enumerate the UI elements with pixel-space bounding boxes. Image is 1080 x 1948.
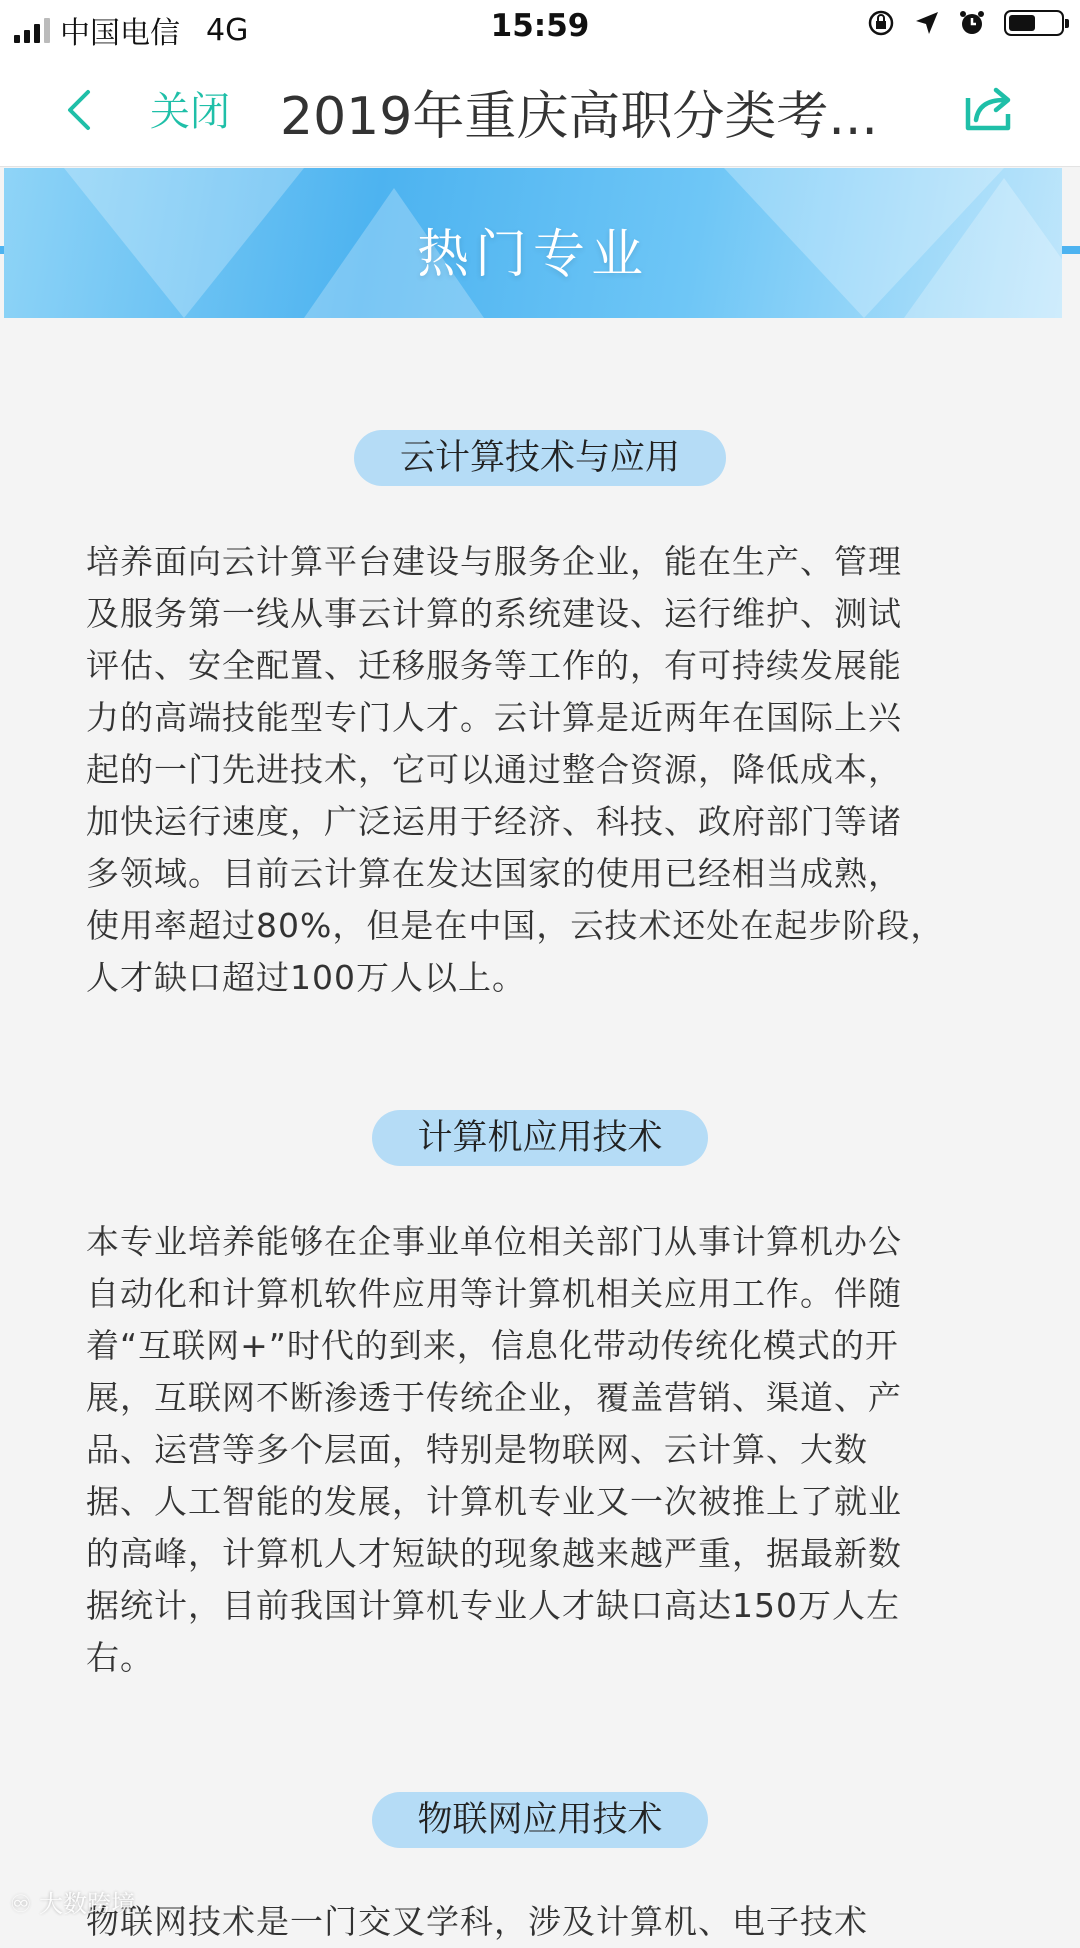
- banner-edge-left: [0, 246, 4, 254]
- watermark-logo-icon: ♾: [10, 1890, 40, 1918]
- description-line: 力的高端技能型专门人才。云计算是近两年在国际上兴: [86, 698, 902, 737]
- orientation-lock-icon: [866, 8, 896, 38]
- share-icon[interactable]: [960, 84, 1016, 136]
- description-line: 品、运营等多个层面，特别是物联网、云计算、大数: [86, 1430, 868, 1469]
- description-line: 人才缺口超过100万人以上。: [86, 958, 526, 997]
- location-arrow-icon: [914, 10, 940, 36]
- watermark-text: 大数跨境: [39, 1890, 136, 1918]
- status-bar: [0, 0, 1080, 54]
- description-line: 加快运行速度，广泛运用于经济、科技、政府部门等诸: [86, 802, 902, 841]
- description-line: 据、人工智能的发展，计算机专业又一次被推上了就业: [86, 1482, 902, 1521]
- major-description-computer-application: [86, 1216, 996, 1684]
- description-line: 着“互联网+”时代的到来，信息化带动传统化模式的开: [86, 1326, 899, 1365]
- description-line: 使用率超过80%，但是在中国，云技术还处在起步阶段，: [86, 906, 945, 945]
- description-line: 右。: [86, 1638, 154, 1677]
- network-label: 4G: [206, 12, 249, 48]
- description-line: 及服务第一线从事云计算的系统建设、运行维护、测试: [86, 594, 902, 633]
- major-description-cloud-computing: [86, 536, 996, 1004]
- carrier-label: 中国电信: [60, 16, 180, 51]
- description-line: 多领域。目前云计算在发达国家的使用已经相当成熟，: [86, 854, 902, 893]
- banner-edge-right: [1062, 246, 1080, 254]
- status-right: [866, 8, 1064, 38]
- banner-title: 热门专业: [416, 225, 649, 285]
- description-line: 物联网技术是一门交叉学科，涉及计算机、电子技术: [86, 1902, 868, 1941]
- major-title-cloud-computing: 云计算技术与应用: [354, 430, 726, 486]
- description-line: 自动化和计算机软件应用等计算机相关应用工作。伴随: [86, 1274, 902, 1313]
- description-line: 本专业培养能够在企事业单位相关部门从事计算机办公: [86, 1222, 902, 1261]
- major-description-iot-application: [86, 1896, 996, 1948]
- status-time: 15:59: [490, 8, 590, 44]
- section-banner: [4, 168, 1062, 318]
- description-line: 起的一门先进技术，它可以通过整合资源，降低成本，: [86, 750, 902, 789]
- battery-icon: [1004, 10, 1064, 36]
- major-title-computer-application: 计算机应用技术: [372, 1110, 708, 1166]
- description-line: 据统计，目前我国计算机专业人才缺口高达150万人左: [86, 1586, 900, 1625]
- close-button[interactable]: 关闭: [150, 89, 230, 135]
- description-line: 培养面向云计算平台建设与服务企业，能在生产、管理: [86, 542, 902, 581]
- description-line: 的高峰，计算机人才短缺的现象越来越严重，据最新数: [86, 1534, 902, 1573]
- watermark: [10, 1884, 135, 1919]
- page-title: 2019年重庆高职分类考...: [280, 87, 878, 147]
- description-line: 评估、安全配置、迁移服务等工作的，有可持续发展能: [86, 646, 902, 685]
- description-line: 展，互联网不断渗透于传统企业，覆盖营销、渠道、产: [86, 1378, 902, 1417]
- alarm-clock-icon: [958, 9, 986, 37]
- major-title-iot-application: 物联网应用技术: [372, 1792, 708, 1848]
- nav-bar: [0, 54, 1080, 167]
- back-chevron-icon[interactable]: [58, 84, 106, 136]
